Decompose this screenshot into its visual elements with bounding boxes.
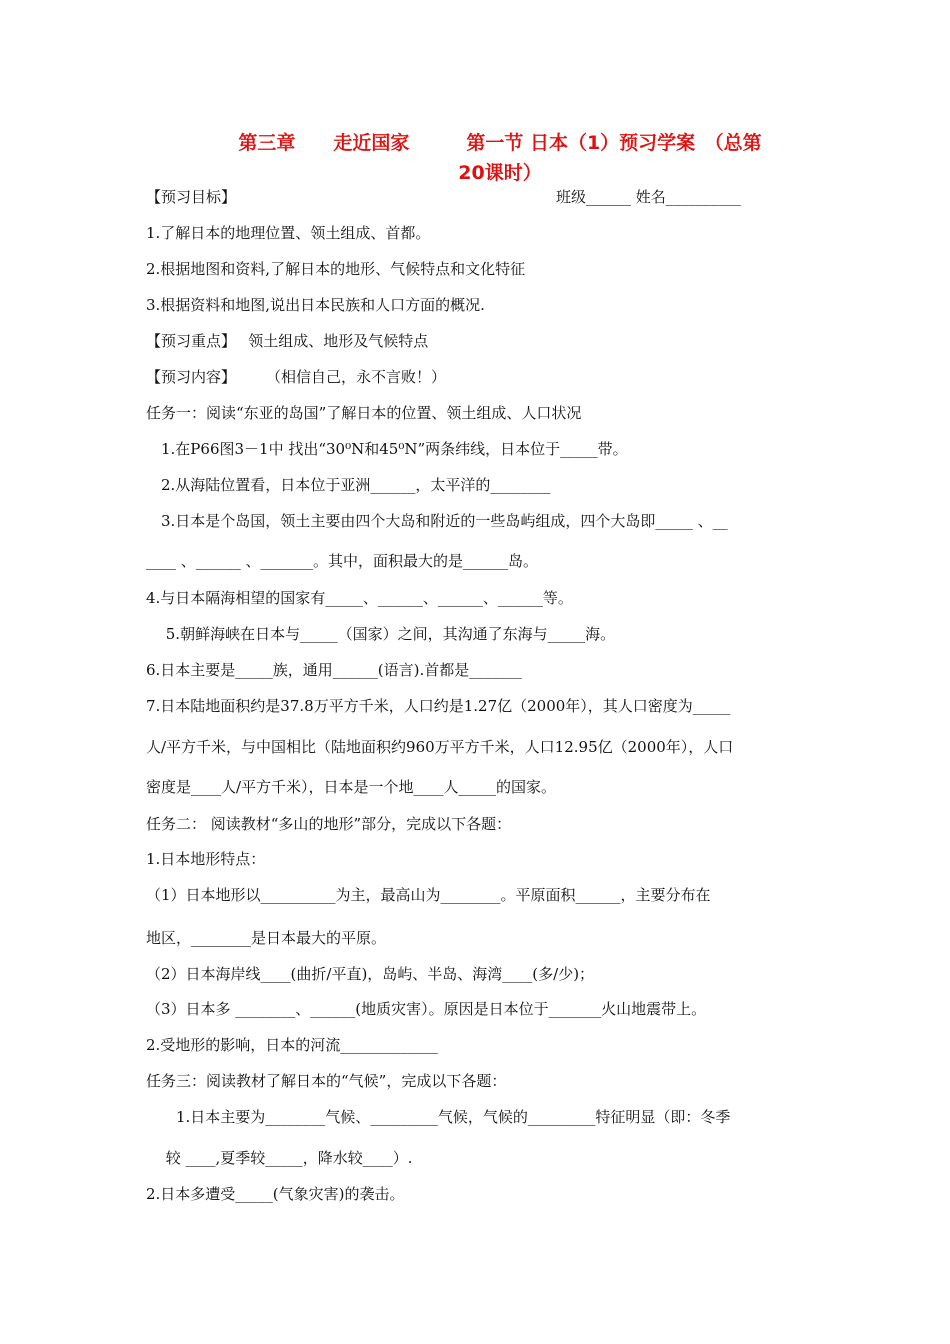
doc-line-11: 4.与日本隔海相望的国家有_____、______、______、______等。 — [146, 589, 573, 607]
doc-line-8: 2.从海陆位置看，日本位于亚洲______，太平洋的________ — [146, 476, 551, 494]
page-title — [180, 128, 820, 188]
doc-line-1: 1.了解日本的地理位置、领土组成、首都。 — [146, 224, 431, 242]
doc-line-0: 【预习目标】 — [146, 188, 237, 206]
doc-line-25: 1.日本主要为________气候、_________气候，气候的_________特征明显（即：冬季 — [146, 1108, 731, 1126]
doc-line-2: 2.根据地图和资料,了解日本的地形、气候特点和文化特征 — [146, 260, 526, 278]
doc-line-20: 地区，________是日本最大的平原。 — [146, 929, 387, 947]
doc-line-19: （1）日本地形以__________为主，最高山为________。平原面积______，主要分布在 — [146, 886, 711, 904]
doc-line-6: 任务一：阅读“东亚的岛国”了解日本的位置、领土组成、人口状况 — [146, 404, 582, 422]
doc-line-12: 5.朝鲜海峡在日本与_____（国家）之间，其沟通了东海与_____海。 — [146, 625, 616, 643]
title-line-2: 20课时） — [458, 162, 542, 184]
doc-line-15: 人/平方千米，与中国相比（陆地面积约960万平方千米，人口12.95亿（2000年），人口 — [146, 738, 734, 756]
doc-line-23: 2.受地形的影响，日本的河流_____________ — [146, 1036, 438, 1054]
doc-line-26: 较 ____,夏季较_____，降水较____）. — [146, 1149, 413, 1167]
doc-line-18: 1.日本地形特点： — [146, 850, 266, 868]
title-line-1: 第三章 走近国家 第一节 日本（1）预习学案 （总第 — [238, 132, 762, 154]
doc-line-22: （3）日本多 ________、______(地质灾害）。原因是日本位于_______火山地震带上。 — [146, 1000, 707, 1018]
doc-line-7: 1.在P66图3－1中 找出“30⁰N和45⁰N”两条纬线，日本位于_____带。 — [146, 440, 628, 458]
class-name-field: 班级______ 姓名__________ — [556, 188, 741, 206]
doc-line-14: 7.日本陆地面积约是37.8万平方千米，人口约是1.27亿（2000年），其人口密度为_____ — [146, 697, 731, 715]
doc-line-3: 3.根据资料和地图,说出日本民族和人口方面的概况. — [146, 296, 485, 314]
doc-line-24: 任务三：阅读教材了解日本的“气候”，完成以下各题： — [146, 1072, 507, 1090]
doc-line-27: 2.日本多遭受_____(气象灾害)的袭击。 — [146, 1185, 405, 1203]
doc-line-10: ____ 、______ 、_______。其中，面积最大的是______岛。 — [146, 552, 539, 570]
doc-line-16: 密度是____人/平方千米），日本是一个地____人_____的国家。 — [146, 778, 557, 796]
doc-line-9: 3.日本是个岛国，领土主要由四个大岛和附近的一些岛屿组成，四个大岛即_____ 、__ — [146, 512, 728, 530]
doc-line-21: （2）日本海岸线____(曲折/平直)，岛屿、半岛、海湾____(多/少)； — [146, 965, 595, 983]
doc-line-17: 任务二： 阅读教材“多山的地形”部分，完成以下各题： — [146, 815, 512, 833]
doc-line-4: 【预习重点】 领土组成、地形及气候特点 — [146, 332, 429, 350]
doc-line-5: 【预习内容】 （相信自己，永不言败！） — [146, 368, 447, 386]
doc-line-13: 6.日本主要是_____族，通用______(语言).首都是_______ — [146, 661, 522, 679]
